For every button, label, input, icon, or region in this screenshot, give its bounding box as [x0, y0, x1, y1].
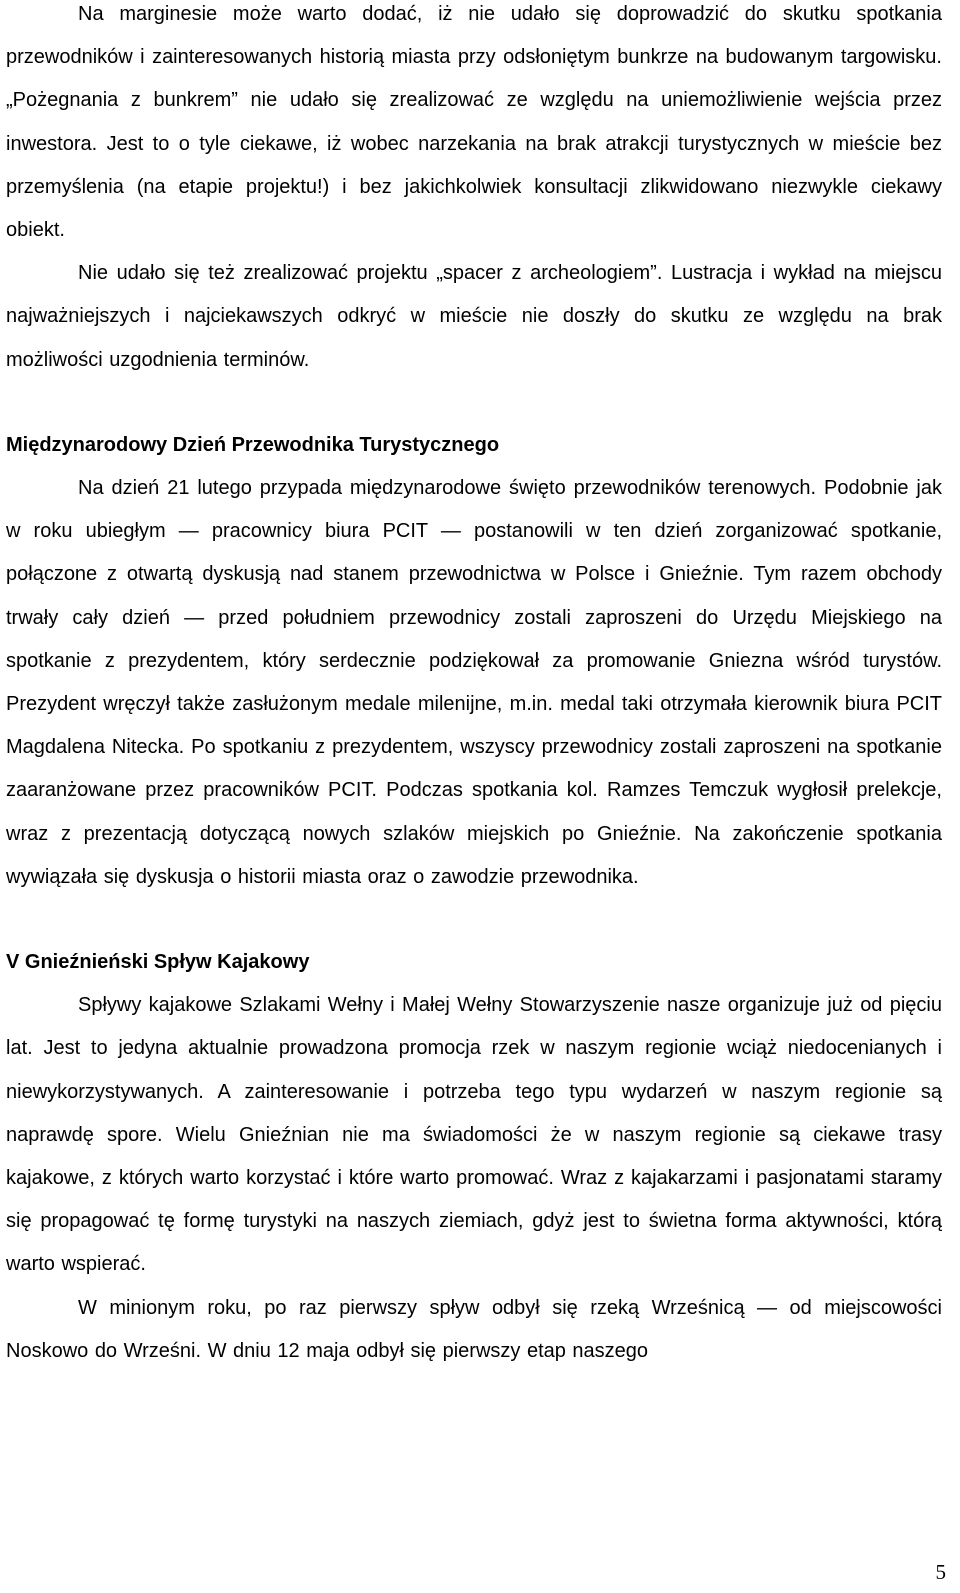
- heading-guide-day: Międzynarodowy Dzień Przewodnika Turystycznego: [6, 433, 500, 456]
- paragraph-kayak-last-year: W minionym roku, po raz pierwszy spływ odbył się rzeką Wrześnicą — od miejscowości Noskowo do Wrześni. W dniu 12 maja odbył się pierwszy etap naszego: [6, 1296, 942, 1362]
- paragraph-kayak-intro: Spływy kajakowe Szlakami Wełny i Małej Wełny Stowarzyszenie nasze organizuje już od pięciu lat. Jest to jedyna aktualnie prowadzona promocja rzek w naszym regionie wciąż niedocenianych i niewykorzystywanych. A zainteresowanie i potrzeba tego typu wydarzeń w naszym regionie są naprawdę spore. Wielu Gnieźnian nie ma świadomości że w naszym regionie są ciekawe trasy kajakowe, z których warto korzystać i które warto promować. Wraz z kajakarzami i pasjonatami staramy się propagować tę formę turystyki na naszych ziemiach, gdyż jest to świetna forma aktywności, którą warto wspierać.: [6, 994, 942, 1276]
- heading-kayak-rally: V Gnieźnieński Spływ Kajakowy: [6, 951, 310, 974]
- page-number: 5: [935, 1560, 946, 1584]
- paragraph-guide-day: Na dzień 21 lutego przypada międzynarodowe święto przewodników terenowych. Podobnie jak w roku ubiegłym — pracownicy biura PCIT — postanowili w ten dzień zorganizować spotkanie, połączone z otwartą dyskusją nad stanem przewodnictwa w Polsce i Gnieźnie. Tym razem obchody trwały cały dzień — przed południem przewodnicy zostali zaproszeni do Urzędu Miejskiego na spotkanie z prezydentem, który serdecznie podziękował za promowanie Gniezna wśród turystów. Prezydent wręczył także zasłużonym medale milenijne, m.in. medal taki otrzymała kierownik biura PCIT Magdalena Nitecka. Po spotkaniu z prezydentem, wszyscy przewodnicy zostali zaproszeni na spotkanie zaaranżowane przez pracowników PCIT. Podczas spotkania kol. Ramzes Temczuk wygłosił prelekcje, wraz z prezentacją dotyczącą nowych szlaków miejskich po Gnieźnie. Na zakończenie spotkania wywiązała się dyskusja o historii miasta oraz o zawodzie przewodnika.: [6, 477, 942, 888]
- document-page: [6, 0, 942, 1373]
- paragraph-archeologist: Nie udało się też zrealizować projektu „spacer z archeologiem”. Lustracja i wykład na miejscu najważniejszych i najciekawszych odkryć w mieście nie doszły do skutku ze względu na brak możliwości uzgodnienia terminów.: [6, 262, 942, 371]
- paragraph-bunker: Na marginesie może warto dodać, iż nie udało się doprowadzić do skutku spotkania przewodników i zainteresowanych historią miasta przy odsłoniętym bunkrze na budowanym targowisku. „Pożegnania z bunkrem” nie udało się zrealizować ze względu na uniemożliwienie wejścia przez inwestora. Jest to o tyle ciekawe, iż wobec narzekania na brak atrakcji turystycznych w mieście bez przemyślenia (na etapie projektu!) i bez jakichkolwiek konsultacji zlikwidowano niezwykle ciekawy obiekt.: [6, 3, 942, 242]
